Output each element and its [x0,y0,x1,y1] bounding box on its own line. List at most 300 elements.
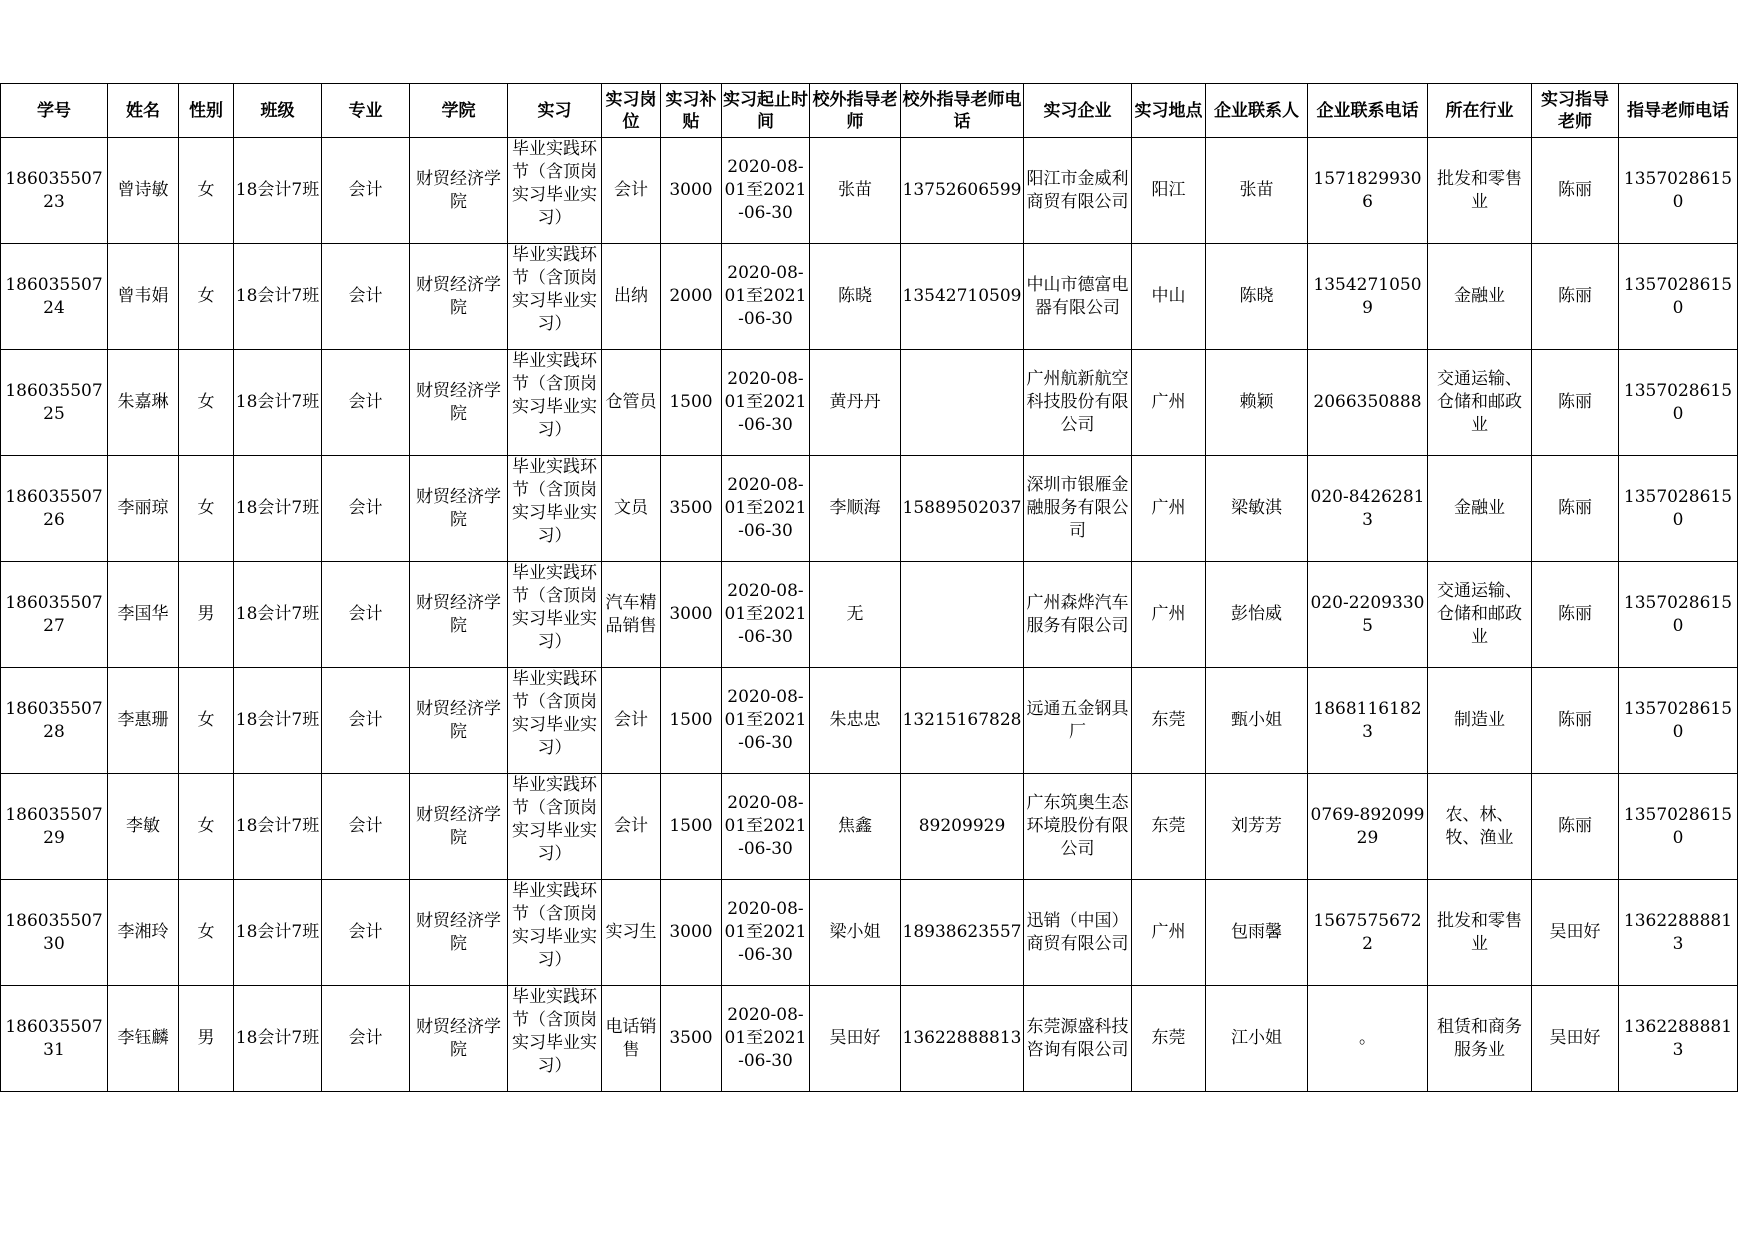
table-row [1,138,1738,244]
period-text: 2020-08-01至2021-06-30 [724,687,807,753]
subsidy-cell [661,668,722,774]
class-cell [234,774,322,880]
col-header: 姓名 [108,84,179,138]
ext-phone-cell [901,986,1024,1092]
major-cell [322,562,410,668]
class-text: 18会计7班 [235,922,320,942]
class-text: 18会计7班 [235,604,320,624]
student-id-cell [1,244,108,350]
name-cell [108,456,179,562]
location-text: 广州 [1151,498,1186,518]
ext-teacher-text: 陈晓 [838,286,872,306]
college-cell [410,986,508,1092]
gender-text: 女 [197,710,215,730]
internship-cell [508,986,602,1092]
col-header: 指导老师电话 [1619,84,1738,138]
college-cell [410,244,508,350]
ext-teacher-text: 张苗 [838,180,872,200]
major-text: 会计 [348,816,383,836]
class-text: 18会计7班 [235,180,320,200]
student-id-text: 18603550725 [5,380,103,424]
position-text: 电话销售 [605,1016,657,1060]
ext-teacher-text: 无 [846,604,864,624]
header-row [1,84,1738,138]
college-cell [410,350,508,456]
internship-clip [509,774,600,879]
name-cell [108,350,179,456]
ext-teacher-cell [810,986,901,1092]
teacher-cell [1532,562,1619,668]
name-text: 曾诗敏 [117,180,169,200]
industry-text: 租赁和商务服务业 [1437,1016,1522,1060]
period-cell [722,986,810,1092]
major-cell [322,774,410,880]
location-cell [1132,138,1206,244]
ext-teacher-cell [810,456,901,562]
major-text: 会计 [348,180,383,200]
contact-cell [1206,244,1308,350]
class-text: 18会计7班 [235,498,320,518]
gender-cell [179,986,234,1092]
company-text: 迅销（中国）商贸有限公司 [1026,910,1129,954]
contact-cell [1206,456,1308,562]
ext-phone-text: 13622888813 [902,1028,1022,1048]
position-text: 实习生 [605,922,657,942]
internship-clip [509,456,600,561]
industry-text: 交通运输、仓储和邮政业 [1437,581,1522,647]
college-cell [410,880,508,986]
internship-clip [509,880,600,985]
name-cell [108,138,179,244]
subsidy-cell [661,562,722,668]
industry-text: 金融业 [1454,498,1505,518]
col-header: 校外指导老师 [810,84,901,138]
gender-cell [179,456,234,562]
contact-phone-cell [1308,562,1428,668]
major-text: 会计 [348,922,383,942]
teacher-cell [1532,350,1619,456]
period-cell [722,774,810,880]
major-text: 会计 [348,286,383,306]
position-text: 会计 [614,710,648,730]
industry-cell [1428,350,1532,456]
contact-phone-text: 0769-89209929 [1310,804,1425,848]
industry-text: 批发和零售业 [1437,910,1522,954]
company-cell [1024,668,1132,774]
location-cell [1132,986,1206,1092]
industry-cell [1428,456,1532,562]
location-cell [1132,880,1206,986]
company-text: 广州航新航空科技股份有限公司 [1026,369,1129,435]
class-cell [234,986,322,1092]
student-id-cell [1,138,108,244]
class-text: 18会计7班 [235,286,320,306]
student-id-cell [1,456,108,562]
subsidy-text: 3000 [669,604,713,624]
major-cell [322,350,410,456]
period-cell [722,244,810,350]
class-text: 18会计7班 [235,1028,320,1048]
industry-cell [1428,244,1532,350]
contact-phone-cell [1308,456,1428,562]
ext-teacher-text: 焦鑫 [838,816,872,836]
gender-text: 女 [197,922,215,942]
subsidy-text: 1500 [669,710,713,730]
period-cell [722,350,810,456]
internship-cell [508,138,602,244]
teacher-phone-cell [1619,668,1738,774]
internship-table [0,83,1738,1092]
student-id-cell [1,350,108,456]
location-cell [1132,350,1206,456]
period-text: 2020-08-01至2021-06-30 [724,475,807,541]
location-text: 东莞 [1151,1028,1186,1048]
college-cell [410,668,508,774]
industry-cell [1428,668,1532,774]
ext-phone-cell [901,138,1024,244]
gender-text: 女 [197,816,215,836]
college-cell [410,562,508,668]
ext-phone-cell [901,244,1024,350]
contact-phone-cell [1308,986,1428,1092]
col-header: 实习指导老师 [1532,84,1619,138]
location-text: 中山 [1151,286,1186,306]
teacher-text: 陈丽 [1558,498,1592,518]
gender-cell [179,138,234,244]
ext-teacher-text: 朱忠忠 [829,710,881,730]
industry-cell [1428,986,1532,1092]
contact-cell [1206,350,1308,456]
location-text: 阳江 [1151,180,1186,200]
col-header: 性别 [179,84,234,138]
contact-phone-text: 020-84262813 [1310,486,1425,530]
subsidy-text: 3500 [669,1028,713,1048]
name-text: 李敏 [126,816,160,836]
internship-clip [509,986,600,1091]
location-text: 广州 [1151,604,1186,624]
company-cell [1024,986,1132,1092]
name-text: 李惠珊 [117,710,169,730]
subsidy-cell [661,986,722,1092]
internship-clip [509,668,600,773]
gender-text: 女 [197,180,215,200]
company-cell [1024,774,1132,880]
subsidy-cell [661,244,722,350]
location-cell [1132,562,1206,668]
name-cell [108,774,179,880]
major-text: 会计 [348,710,383,730]
location-cell [1132,456,1206,562]
teacher-cell [1532,244,1619,350]
table-row [1,456,1738,562]
student-id-text: 18603550728 [5,698,103,742]
col-header: 专业 [322,84,410,138]
teacher-cell [1532,668,1619,774]
position-cell [602,986,661,1092]
ext-teacher-text: 梁小姐 [829,922,881,942]
major-text: 会计 [348,1028,383,1048]
subsidy-cell [661,350,722,456]
col-header: 实习地点 [1132,84,1206,138]
teacher-phone-cell [1619,562,1738,668]
teacher-cell [1532,880,1619,986]
college-cell [410,138,508,244]
college-text: 财贸经济学院 [416,804,501,848]
internship-clip [509,138,600,243]
ext-phone-cell [901,774,1024,880]
teacher-phone-text: 13570286150 [1623,168,1733,212]
ext-phone-cell [901,668,1024,774]
gender-cell [179,562,234,668]
student-id-cell [1,668,108,774]
location-cell [1132,244,1206,350]
contact-phone-cell [1308,244,1428,350]
position-text: 会计 [614,816,648,836]
ext-teacher-cell [810,774,901,880]
ext-phone-cell [901,562,1024,668]
gender-cell [179,668,234,774]
gender-text: 男 [197,1028,215,1048]
major-cell [322,138,410,244]
internship-text: 毕业实践环节（含顶岗实习毕业实习） [512,563,597,652]
company-cell [1024,138,1132,244]
contact-phone-cell [1308,880,1428,986]
period-text: 2020-08-01至2021-06-30 [724,899,807,965]
contact-cell [1206,880,1308,986]
internship-cell [508,880,602,986]
ext-teacher-text: 李顺海 [829,498,881,518]
class-text: 18会计7班 [235,710,320,730]
period-cell [722,562,810,668]
ext-teacher-text: 吴田好 [829,1028,881,1048]
major-cell [322,668,410,774]
industry-cell [1428,562,1532,668]
position-cell [602,138,661,244]
name-text: 朱嘉琳 [117,392,169,412]
col-header: 学院 [410,84,508,138]
ext-phone-cell [901,456,1024,562]
company-cell [1024,562,1132,668]
contact-text: 刘芳芳 [1231,816,1282,836]
gender-text: 女 [197,498,215,518]
teacher-phone-text: 13570286150 [1623,486,1733,530]
col-header: 实习企业 [1024,84,1132,138]
teacher-phone-text: 13622888813 [1623,1016,1733,1060]
student-id-text: 18603550723 [5,168,103,212]
contact-text: 梁敏淇 [1231,498,1282,518]
period-text: 2020-08-01至2021-06-30 [724,793,807,859]
industry-text: 金融业 [1454,286,1505,306]
teacher-phone-cell [1619,880,1738,986]
contact-text: 陈晓 [1239,286,1274,306]
teacher-phone-cell [1619,456,1738,562]
student-id-text: 18603550730 [5,910,103,954]
subsidy-text: 3500 [669,498,713,518]
teacher-phone-text: 13570286150 [1623,592,1733,636]
contact-cell [1206,774,1308,880]
teacher-phone-text: 13570286150 [1623,698,1733,742]
ext-teacher-cell [810,880,901,986]
period-text: 2020-08-01至2021-06-30 [724,369,807,435]
location-text: 东莞 [1151,816,1186,836]
class-text: 18会计7班 [235,392,320,412]
contact-text: 张苗 [1239,180,1274,200]
period-text: 2020-08-01至2021-06-30 [724,581,807,647]
contact-cell [1206,986,1308,1092]
contact-phone-cell [1308,668,1428,774]
table-body [1,138,1738,1092]
internship-cell [508,350,602,456]
gender-text: 女 [197,392,215,412]
company-text: 深圳市银雁金融服务有限公司 [1026,475,1129,541]
internship-text: 毕业实践环节（含顶岗实习毕业实习） [512,881,597,970]
teacher-text: 陈丽 [1558,392,1592,412]
period-text: 2020-08-01至2021-06-30 [724,263,807,329]
subsidy-text: 1500 [669,816,713,836]
position-cell [602,562,661,668]
teacher-cell [1532,986,1619,1092]
position-cell [602,244,661,350]
college-text: 财贸经济学院 [416,486,501,530]
col-header: 企业联系电话 [1308,84,1428,138]
col-header: 学号 [1,84,108,138]
table-row [1,350,1738,456]
name-cell [108,562,179,668]
major-cell [322,880,410,986]
location-text: 广州 [1151,922,1186,942]
subsidy-text: 2000 [669,286,713,306]
period-text: 2020-08-01至2021-06-30 [724,1005,807,1071]
position-cell [602,668,661,774]
contact-cell [1206,562,1308,668]
teacher-cell [1532,774,1619,880]
internship-cell [508,774,602,880]
industry-cell [1428,138,1532,244]
teacher-text: 陈丽 [1558,816,1592,836]
industry-cell [1428,880,1532,986]
major-cell [322,986,410,1092]
subsidy-cell [661,880,722,986]
teacher-text: 陈丽 [1558,604,1592,624]
contact-cell [1206,138,1308,244]
ext-teacher-text: 黄丹丹 [829,392,881,412]
period-text: 2020-08-01至2021-06-30 [724,157,807,223]
class-cell [234,562,322,668]
industry-text: 农、林、牧、渔业 [1445,804,1514,848]
student-id-text: 18603550724 [5,274,103,318]
position-cell [602,774,661,880]
period-cell [722,880,810,986]
major-text: 会计 [348,498,383,518]
class-text: 18会计7班 [235,816,320,836]
college-cell [410,774,508,880]
industry-text: 批发和零售业 [1437,168,1522,212]
internship-clip [509,350,600,455]
internship-clip [509,244,600,349]
teacher-phone-text: 13622888813 [1623,910,1733,954]
ext-phone-text: 18938623557 [902,922,1022,942]
teacher-phone-cell [1619,244,1738,350]
gender-cell [179,880,234,986]
name-text: 李钰麟 [117,1028,169,1048]
contact-text: 包雨馨 [1231,922,1282,942]
name-text: 曾韦娟 [117,286,169,306]
ext-phone-cell [901,880,1024,986]
contact-phone-cell [1308,138,1428,244]
company-text: 东莞源盛科技咨询有限公司 [1026,1016,1129,1060]
class-cell [234,350,322,456]
contact-phone-text: 18681161823 [1313,698,1422,742]
period-cell [722,668,810,774]
contact-phone-text: 15675756722 [1313,910,1422,954]
industry-cell [1428,774,1532,880]
internship-cell [508,668,602,774]
table-row [1,668,1738,774]
internship-text: 毕业实践环节（含顶岗实习毕业实习） [512,987,597,1076]
col-header: 实习 [508,84,602,138]
class-cell [234,880,322,986]
class-cell [234,244,322,350]
college-text: 财贸经济学院 [416,168,501,212]
student-id-cell [1,880,108,986]
subsidy-text: 3000 [669,922,713,942]
ext-teacher-cell [810,350,901,456]
major-text: 会计 [348,604,383,624]
contact-text: 彭怡威 [1231,604,1282,624]
teacher-text: 吴田好 [1549,922,1601,942]
col-header: 校外指导老师电话 [901,84,1024,138]
internship-text: 毕业实践环节（含顶岗实习毕业实习） [512,351,597,440]
col-header: 所在行业 [1428,84,1532,138]
company-text: 中山市德富电器有限公司 [1026,274,1129,318]
student-id-cell [1,986,108,1092]
student-id-text: 18603550727 [5,592,103,636]
internship-clip [509,562,600,667]
internship-text: 毕业实践环节（含顶岗实习毕业实习） [512,775,597,864]
college-text: 财贸经济学院 [416,592,501,636]
college-text: 财贸经济学院 [416,698,501,742]
contact-cell [1206,668,1308,774]
teacher-phone-text: 13570286150 [1623,804,1733,848]
table-row [1,774,1738,880]
subsidy-cell [661,774,722,880]
position-cell [602,880,661,986]
college-text: 财贸经济学院 [416,910,501,954]
ext-phone-text: 89209929 [918,816,1006,836]
teacher-phone-text: 13570286150 [1623,380,1733,424]
name-cell [108,244,179,350]
contact-phone-cell [1308,350,1428,456]
period-cell [722,138,810,244]
col-header: 实习起止时间 [722,84,810,138]
location-cell [1132,774,1206,880]
contact-phone-text: 020-22093305 [1310,592,1425,636]
subsidy-cell [661,138,722,244]
col-header: 实习岗位 [602,84,661,138]
major-cell [322,456,410,562]
internship-cell [508,244,602,350]
position-cell [602,456,661,562]
location-text: 广州 [1151,392,1186,412]
internship-text: 毕业实践环节（含顶岗实习毕业实习） [512,139,597,228]
col-header: 企业联系人 [1206,84,1308,138]
student-id-text: 18603550731 [5,1016,103,1060]
period-cell [722,456,810,562]
teacher-text: 陈丽 [1558,180,1592,200]
student-id-text: 18603550726 [5,486,103,530]
college-text: 财贸经济学院 [416,1016,501,1060]
name-text: 李国华 [117,604,169,624]
